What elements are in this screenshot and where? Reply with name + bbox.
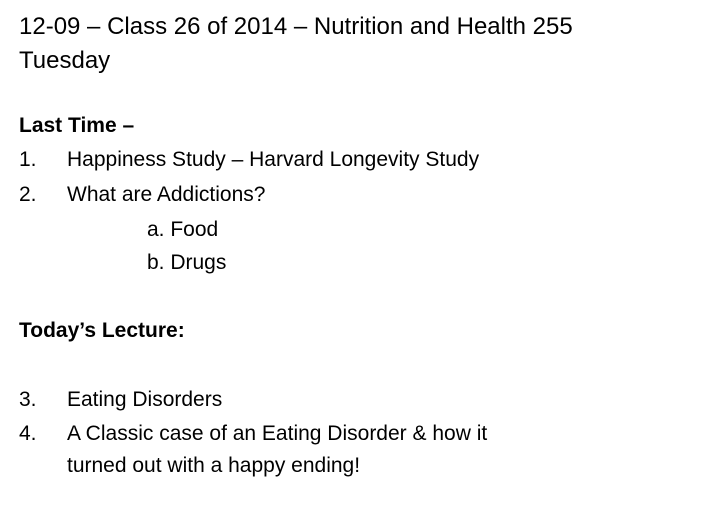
list-number: 3.	[19, 388, 37, 411]
sub-item-b: b. Drugs	[147, 251, 227, 274]
list-item-4	[19, 422, 487, 446]
list-text: A Classic case of an Eating Disorder & how it	[67, 422, 488, 445]
list-text: Happiness Study – Harvard Longevity Study	[67, 148, 480, 171]
list-number: 2.	[19, 183, 37, 206]
last-time-heading: Last Time –	[19, 114, 135, 137]
page-title	[19, 10, 573, 78]
list-item-1	[19, 148, 479, 172]
title-line-1: 12-09 – Class 26 of 2014 – Nutrition and Health 255	[19, 13, 573, 40]
sub-item-a: a. Food	[147, 218, 219, 241]
list-text: Eating Disorders	[67, 388, 223, 411]
list-text: What are Addictions?	[67, 183, 266, 206]
list-number: 1.	[19, 148, 37, 171]
list-item-2	[19, 183, 265, 207]
title-line-2: Tuesday	[19, 47, 111, 74]
list-item-3	[19, 388, 222, 412]
list-number: 4.	[19, 422, 37, 445]
today-heading: Today’s Lecture:	[19, 319, 185, 342]
list-item-4-continuation: turned out with a happy ending!	[67, 454, 361, 477]
